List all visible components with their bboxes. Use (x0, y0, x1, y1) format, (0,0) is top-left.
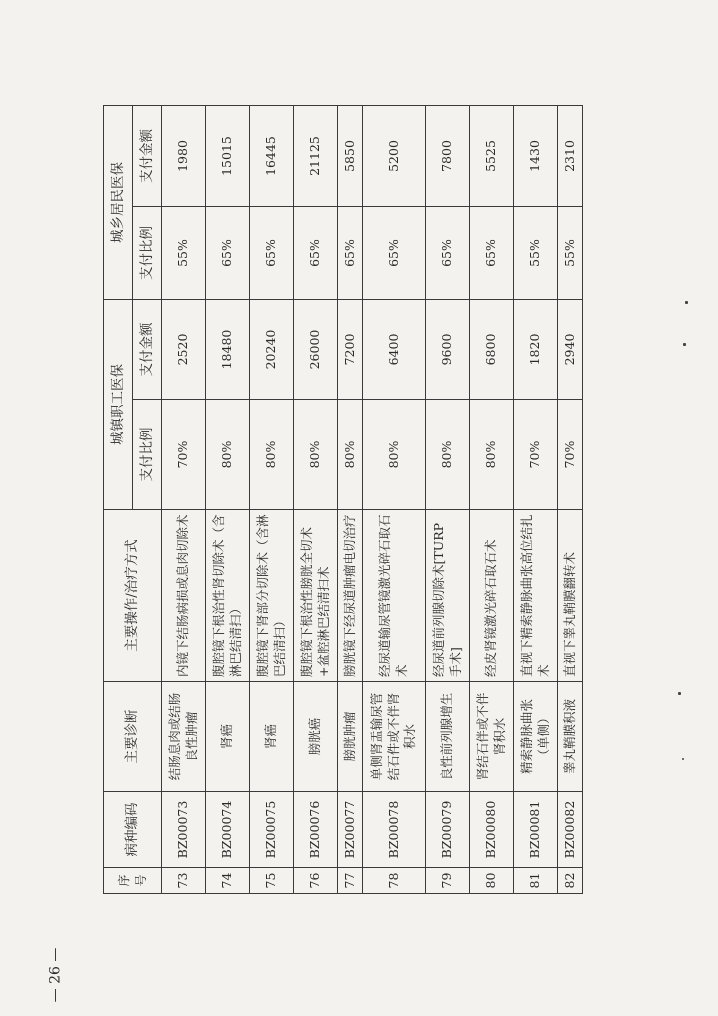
page-number: — 26 — (47, 947, 63, 1003)
row-res-ratio-cell: 55% (558, 207, 583, 300)
row-emp-amount-cell: 2940 (558, 300, 583, 400)
rotated-table-wrapper (103, 106, 583, 894)
row-seq-cell: 74 (206, 868, 250, 894)
row-seq-cell: 73 (162, 868, 206, 894)
header-urban-rural-resident: 城乡居民医保 (104, 106, 133, 300)
row-diagnosis-cell: 肾癌 (206, 682, 250, 792)
row-emp-ratio-cell: 80% (470, 400, 514, 510)
row-operation-cell: 经皮肾镜激光碎石取石术 (470, 510, 514, 682)
row-emp-amount-cell: 26000 (294, 300, 338, 400)
row-seq-cell: 77 (338, 868, 363, 894)
row-operation-cell: 膀胱镜下经尿道肿瘤电切治疗 (338, 510, 363, 682)
row-emp-ratio-cell: 80% (250, 400, 294, 510)
row-res-ratio-cell: 55% (514, 207, 558, 300)
row-diagnosis-cell: 结肠息肉或结肠良性肿瘤 (162, 682, 206, 792)
row-diagnosis-cell: 睾丸鞘膜积液 (558, 682, 583, 792)
row-seq-cell: 81 (514, 868, 558, 894)
row-code-cell: BZ00082 (558, 792, 583, 868)
table-row (338, 106, 363, 894)
row-emp-amount-cell: 1820 (514, 300, 558, 400)
row-emp-amount-cell: 18480 (206, 300, 250, 400)
row-emp-amount-cell: 9600 (426, 300, 470, 400)
row-diagnosis-cell: 肾结石伴或不伴肾积水 (470, 682, 514, 792)
row-seq-cell: 76 (294, 868, 338, 894)
row-emp-ratio-cell: 70% (162, 400, 206, 510)
row-code-cell: BZ00073 (162, 792, 206, 868)
row-emp-ratio-cell: 70% (514, 400, 558, 510)
table-row (250, 106, 294, 894)
row-diagnosis-cell: 肾癌 (250, 682, 294, 792)
row-res-amount-cell: 1980 (162, 106, 206, 207)
row-diagnosis-cell: 精索静脉曲张（单侧） (514, 682, 558, 792)
row-res-amount-cell: 7800 (426, 106, 470, 207)
header-code: 病种编码 (104, 792, 162, 868)
row-code-cell: BZ00079 (426, 792, 470, 868)
row-emp-ratio-cell: 80% (294, 400, 338, 510)
row-emp-amount-cell: 20240 (250, 300, 294, 400)
row-seq-cell: 80 (470, 868, 514, 894)
row-seq-cell: 78 (362, 868, 425, 894)
row-code-cell: BZ00081 (514, 792, 558, 868)
table-row (294, 106, 338, 894)
row-operation-cell: 直视下精索静脉曲张高位结扎术 (514, 510, 558, 682)
table-row (162, 106, 206, 894)
row-code-cell: BZ00074 (206, 792, 250, 868)
row-seq-cell: 79 (426, 868, 470, 894)
scan-speck (682, 758, 684, 760)
row-code-cell: BZ00080 (470, 792, 514, 868)
header-res-amount: 支付金额 (133, 106, 162, 207)
row-res-amount-cell: 2310 (558, 106, 583, 207)
row-emp-amount-cell: 6400 (362, 300, 425, 400)
row-res-ratio-cell: 65% (206, 207, 250, 300)
row-code-cell: BZ00077 (338, 792, 363, 868)
scan-speck (678, 692, 681, 695)
header-emp-amount: 支付金额 (133, 300, 162, 400)
row-operation-cell: 经尿道前列腺切除术[TURP手术] (426, 510, 470, 682)
row-res-amount-cell: 5200 (362, 106, 425, 207)
row-res-amount-cell: 21125 (294, 106, 338, 207)
row-res-ratio-cell: 65% (426, 207, 470, 300)
row-diagnosis-cell: 单侧肾盂输尿管结石件或不伴肾积水 (362, 682, 425, 792)
header-emp-ratio: 支付比例 (133, 400, 162, 510)
row-res-ratio-cell: 55% (162, 207, 206, 300)
row-seq-cell: 82 (558, 868, 583, 894)
row-emp-ratio-cell: 80% (338, 400, 363, 510)
row-res-amount-cell: 1430 (514, 106, 558, 207)
header-diagnosis: 主要诊断 (104, 682, 162, 792)
row-operation-cell: 腹腔镜下根治性膀胱全切术+盆腔淋巴结清扫术 (294, 510, 338, 682)
row-operation-cell: 内镜下结肠病损或息肉切除术 (162, 510, 206, 682)
row-res-amount-cell: 5850 (338, 106, 363, 207)
row-emp-ratio-cell: 80% (362, 400, 425, 510)
table-row (558, 106, 583, 894)
row-res-amount-cell: 5525 (470, 106, 514, 207)
table-body (162, 106, 583, 894)
row-emp-amount-cell: 2520 (162, 300, 206, 400)
row-code-cell: BZ00075 (250, 792, 294, 868)
row-res-ratio-cell: 65% (470, 207, 514, 300)
row-operation-cell: 腹腔镜下肾部分切除术（含淋巴结清扫） (250, 510, 294, 682)
table-row (426, 106, 470, 894)
table-row (362, 106, 425, 894)
header-res-ratio: 支付比例 (133, 207, 162, 300)
surgery-payment-table (103, 105, 583, 894)
row-diagnosis-cell: 膀胱癌 (294, 682, 338, 792)
header-seq: 序号 (104, 868, 162, 894)
row-res-amount-cell: 15015 (206, 106, 250, 207)
row-diagnosis-cell: 膀胱肿瘤 (338, 682, 363, 792)
table-row (470, 106, 514, 894)
row-res-ratio-cell: 65% (294, 207, 338, 300)
table-row (206, 106, 250, 894)
scan-speck (685, 301, 688, 304)
row-res-ratio-cell: 65% (338, 207, 363, 300)
row-diagnosis-cell: 良性前列腺增生 (426, 682, 470, 792)
scan-speck (683, 343, 686, 346)
row-seq-cell: 75 (250, 868, 294, 894)
row-code-cell: BZ00076 (294, 792, 338, 868)
row-res-ratio-cell: 65% (250, 207, 294, 300)
row-res-amount-cell: 16445 (250, 106, 294, 207)
row-operation-cell: 经尿道输尿管镜激光碎石取石术 (362, 510, 425, 682)
row-operation-cell: 腹腔镜下根治性肾切除术（含淋巴结清扫） (206, 510, 250, 682)
row-operation-cell: 直视下睾丸鞘膜翻转术 (558, 510, 583, 682)
header-urban-employee: 城镇职工医保 (104, 300, 133, 510)
row-emp-ratio-cell: 80% (206, 400, 250, 510)
header-operation: 主要操作/治疗方式 (104, 510, 162, 682)
row-emp-ratio-cell: 80% (426, 400, 470, 510)
row-emp-amount-cell: 7200 (338, 300, 363, 400)
row-emp-amount-cell: 6800 (470, 300, 514, 400)
row-code-cell: BZ00078 (362, 792, 425, 868)
table-row (514, 106, 558, 894)
row-emp-ratio-cell: 70% (558, 400, 583, 510)
row-res-ratio-cell: 65% (362, 207, 425, 300)
